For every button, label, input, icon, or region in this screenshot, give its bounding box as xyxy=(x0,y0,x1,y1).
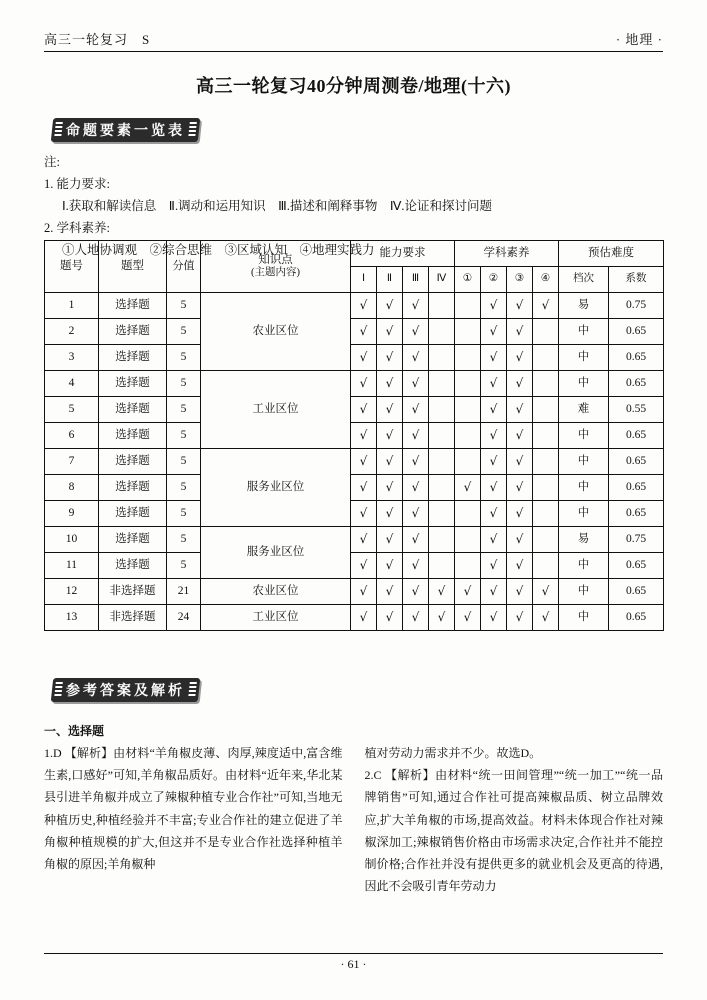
table-row xyxy=(45,319,664,345)
cell-score: 21 xyxy=(167,579,201,605)
cell-literacy-4: √ xyxy=(533,293,559,319)
col-header-literacy: 学科素养 xyxy=(455,241,559,267)
cell-grade: 中 xyxy=(559,449,609,475)
cell-ability-2: √ xyxy=(377,527,403,553)
cell-type: 非选择题 xyxy=(99,579,167,605)
cell-no: 13 xyxy=(45,605,99,631)
cell-literacy-2: √ xyxy=(481,501,507,527)
cell-literacy-3: √ xyxy=(507,553,533,579)
cell-ability-3: √ xyxy=(403,345,429,371)
cell-ability-2: √ xyxy=(377,449,403,475)
notes-line-literacy: 2. 学科素养: xyxy=(44,220,110,235)
section-banner-exam-elements xyxy=(51,118,201,142)
cell-ability-4 xyxy=(429,553,455,579)
cell-grade: 中 xyxy=(559,553,609,579)
cell-literacy-3: √ xyxy=(507,475,533,501)
col-header-score xyxy=(167,241,201,293)
cell-score: 5 xyxy=(167,527,201,553)
cell-literacy-2: √ xyxy=(481,293,507,319)
footer-divider xyxy=(44,953,663,954)
cell-no: 9 xyxy=(45,501,99,527)
cell-literacy-4 xyxy=(533,501,559,527)
cell-type: 选择题 xyxy=(99,553,167,579)
cell-type: 选择题 xyxy=(99,293,167,319)
cell-no: 4 xyxy=(45,371,99,397)
cell-no: 6 xyxy=(45,423,99,449)
cell-ability-3: √ xyxy=(403,423,429,449)
cell-literacy-2: √ xyxy=(481,423,507,449)
cell-ability-1: √ xyxy=(351,579,377,605)
section-banner-answers-label: 参考答案及解析 xyxy=(66,684,185,699)
cell-ability-1: √ xyxy=(351,397,377,423)
cell-score: 5 xyxy=(167,553,201,579)
col-header-literacy-3: ③ xyxy=(507,267,533,293)
table-row xyxy=(45,527,664,553)
cell-ability-1: √ xyxy=(351,527,377,553)
cell-ability-3: √ xyxy=(403,449,429,475)
notes-label: 注: xyxy=(44,155,60,169)
cell-ability-3: √ xyxy=(403,527,429,553)
table-row xyxy=(45,345,664,371)
cell-ability-3: √ xyxy=(403,501,429,527)
table-row xyxy=(45,553,664,579)
cell-coef: 0.65 xyxy=(609,475,664,501)
table-row xyxy=(45,579,664,605)
cell-knowledge: 农业区位 xyxy=(201,293,351,371)
cell-ability-1: √ xyxy=(351,475,377,501)
cell-literacy-4: √ xyxy=(533,605,559,631)
cell-no: 10 xyxy=(45,527,99,553)
notes-line-ability-items: Ⅰ.获取和解读信息 Ⅱ.调动和运用知识 Ⅲ.描述和阐释事物 Ⅳ.论证和探讨问题 xyxy=(62,198,492,213)
cell-ability-2: √ xyxy=(377,319,403,345)
cell-literacy-1 xyxy=(455,293,481,319)
exam-elements-table xyxy=(44,240,664,631)
col-header-type: 题型 xyxy=(99,241,167,293)
cell-literacy-3: √ xyxy=(507,605,533,631)
cell-literacy-1: √ xyxy=(455,579,481,605)
cell-ability-2: √ xyxy=(377,293,403,319)
cell-coef: 0.65 xyxy=(609,553,664,579)
cell-type: 选择题 xyxy=(99,423,167,449)
cell-no: 8 xyxy=(45,475,99,501)
cell-literacy-1 xyxy=(455,371,481,397)
cell-score: 5 xyxy=(167,319,201,345)
answer-item-1-cont: 植对劳动力需求并不少。故选D。 xyxy=(364,746,542,760)
cell-literacy-4 xyxy=(533,527,559,553)
cell-coef: 0.65 xyxy=(609,449,664,475)
cell-literacy-1: √ xyxy=(455,605,481,631)
col-header-coef: 系数 xyxy=(609,267,664,293)
table-row xyxy=(45,397,664,423)
cell-literacy-2: √ xyxy=(481,449,507,475)
cell-type: 选择题 xyxy=(99,449,167,475)
cell-ability-3: √ xyxy=(403,475,429,501)
cell-ability-3: √ xyxy=(403,371,429,397)
cell-literacy-1 xyxy=(455,553,481,579)
cell-ability-2: √ xyxy=(377,371,403,397)
cell-knowledge: 工业区位 xyxy=(201,371,351,449)
cell-type: 选择题 xyxy=(99,475,167,501)
answer-item-2: 2.C 【解析】由材料“统一田间管理”“统一加工”“统一品牌销售”可知,通过合作社可提高辣椒品质、树立品牌效应,扩大羊角椒的市场,提高效益。材料未体现合作社对辣椒深加工;辣椒销售价格由市场需求决定,合作社并不能控制价格;合作社并没有提供更多的就业机会及更高的待遇,因此不会吸引青年劳动力 xyxy=(364,768,663,894)
cell-no: 7 xyxy=(45,449,99,475)
page-number: · 61 · xyxy=(340,957,367,971)
header-left xyxy=(44,29,150,48)
cell-grade: 中 xyxy=(559,475,609,501)
cell-literacy-3: √ xyxy=(507,527,533,553)
cell-type: 选择题 xyxy=(99,501,167,527)
header-right: · 地理 · xyxy=(615,32,663,47)
cell-coef: 0.75 xyxy=(609,527,664,553)
table-row xyxy=(45,423,664,449)
cell-ability-4: √ xyxy=(429,605,455,631)
cell-grade: 中 xyxy=(559,371,609,397)
cell-grade: 中 xyxy=(559,501,609,527)
col-header-knowledge-label: 知识点 xyxy=(258,253,293,266)
cell-coef: 0.65 xyxy=(609,579,664,605)
notes-line-literacy-items: ①人地协调观 ②综合思维 ③区域认知 ④地理实践力 xyxy=(62,242,375,257)
cell-ability-4 xyxy=(429,527,455,553)
col-header-literacy-1: ① xyxy=(455,267,481,293)
cell-coef: 0.65 xyxy=(609,501,664,527)
col-header-literacy-4: ④ xyxy=(533,267,559,293)
cell-literacy-2: √ xyxy=(481,579,507,605)
cell-type: 选择题 xyxy=(99,371,167,397)
cell-literacy-3: √ xyxy=(507,293,533,319)
cell-grade: 中 xyxy=(559,345,609,371)
cell-score: 5 xyxy=(167,345,201,371)
cell-literacy-2: √ xyxy=(481,527,507,553)
cell-literacy-3: √ xyxy=(507,423,533,449)
cell-grade: 易 xyxy=(559,527,609,553)
cell-ability-2: √ xyxy=(377,345,403,371)
cell-literacy-4: √ xyxy=(533,579,559,605)
cell-grade: 易 xyxy=(559,293,609,319)
cell-literacy-2: √ xyxy=(481,605,507,631)
cell-ability-1: √ xyxy=(351,423,377,449)
table-row xyxy=(45,605,664,631)
cell-coef: 0.75 xyxy=(609,293,664,319)
cell-score: 5 xyxy=(167,449,201,475)
cell-literacy-2: √ xyxy=(481,553,507,579)
cell-no: 5 xyxy=(45,397,99,423)
col-header-ability-3: Ⅲ xyxy=(403,267,429,293)
cell-ability-3: √ xyxy=(403,605,429,631)
cell-score: 5 xyxy=(167,397,201,423)
cell-ability-4 xyxy=(429,371,455,397)
cell-grade: 中 xyxy=(559,423,609,449)
header-left-mark: S xyxy=(142,32,151,47)
cell-coef: 0.65 xyxy=(609,371,664,397)
cell-ability-3: √ xyxy=(403,579,429,605)
table-body xyxy=(45,293,664,631)
cell-type: 选择题 xyxy=(99,319,167,345)
cell-literacy-4 xyxy=(533,345,559,371)
cell-ability-2: √ xyxy=(377,579,403,605)
col-header-ability-2: Ⅱ xyxy=(377,267,403,293)
cell-literacy-3: √ xyxy=(507,397,533,423)
cell-literacy-2: √ xyxy=(481,371,507,397)
cell-ability-1: √ xyxy=(351,371,377,397)
col-header-ability-1: Ⅰ xyxy=(351,267,377,293)
cell-ability-1: √ xyxy=(351,553,377,579)
cell-grade: 中 xyxy=(559,579,609,605)
cell-ability-4 xyxy=(429,319,455,345)
cell-ability-1: √ xyxy=(351,449,377,475)
cell-ability-4 xyxy=(429,423,455,449)
cell-grade: 中 xyxy=(559,605,609,631)
cell-score: 5 xyxy=(167,475,201,501)
cell-ability-1: √ xyxy=(351,319,377,345)
col-header-knowledge xyxy=(201,241,351,293)
cell-literacy-1 xyxy=(455,319,481,345)
cell-no: 3 xyxy=(45,345,99,371)
table-row xyxy=(45,371,664,397)
answers-column-right xyxy=(365,742,664,917)
cell-literacy-2: √ xyxy=(481,345,507,371)
col-header-literacy-2: ② xyxy=(481,267,507,293)
cell-coef: 0.55 xyxy=(609,397,664,423)
cell-ability-4 xyxy=(429,345,455,371)
cell-knowledge: 服务业区位 xyxy=(201,449,351,527)
cell-ability-4: √ xyxy=(429,579,455,605)
cell-literacy-2: √ xyxy=(481,397,507,423)
cell-score: 24 xyxy=(167,605,201,631)
table-row xyxy=(45,475,664,501)
page-header xyxy=(44,22,663,52)
cell-literacy-4 xyxy=(533,423,559,449)
cell-coef: 0.65 xyxy=(609,345,664,371)
cell-knowledge: 工业区位 xyxy=(201,605,351,631)
cell-score: 5 xyxy=(167,371,201,397)
cell-coef: 0.65 xyxy=(609,319,664,345)
cell-coef: 0.65 xyxy=(609,423,664,449)
cell-literacy-3: √ xyxy=(507,319,533,345)
cell-ability-2: √ xyxy=(377,553,403,579)
cell-ability-4 xyxy=(429,501,455,527)
cell-ability-1: √ xyxy=(351,293,377,319)
cell-score: 5 xyxy=(167,293,201,319)
table-row xyxy=(45,293,664,319)
cell-type: 选择题 xyxy=(99,345,167,371)
cell-literacy-1: √ xyxy=(455,475,481,501)
answers-columns xyxy=(44,742,663,917)
cell-literacy-2: √ xyxy=(481,475,507,501)
cell-literacy-1 xyxy=(455,423,481,449)
col-header-ability: 能力要求 xyxy=(351,241,455,267)
cell-ability-1: √ xyxy=(351,605,377,631)
section-banner-exam-elements-label: 命题要素一览表 xyxy=(66,124,185,139)
cell-literacy-4 xyxy=(533,397,559,423)
cell-no: 1 xyxy=(45,293,99,319)
cell-ability-4 xyxy=(429,475,455,501)
cell-literacy-2: √ xyxy=(481,319,507,345)
col-header-knowledge-sub: (主题内容) xyxy=(251,267,300,279)
cell-knowledge: 服务业区位 xyxy=(201,527,351,579)
answers-section-title: 一、选择题 xyxy=(44,724,105,738)
col-header-ability-4: Ⅳ xyxy=(429,267,455,293)
table-header-row-1 xyxy=(45,241,664,267)
cell-literacy-4 xyxy=(533,449,559,475)
col-header-difficulty: 预估难度 xyxy=(559,241,664,267)
cell-ability-2: √ xyxy=(377,397,403,423)
answers-column-left xyxy=(44,742,343,917)
cell-no: 11 xyxy=(45,553,99,579)
header-left-text: 高三一轮复习 xyxy=(44,32,129,47)
cell-ability-1: √ xyxy=(351,345,377,371)
cell-ability-3: √ xyxy=(403,293,429,319)
table-row xyxy=(45,501,664,527)
page-title: 高三一轮复习40分钟周测卷/地理(十六) xyxy=(196,76,511,96)
cell-ability-4 xyxy=(429,293,455,319)
cell-literacy-3: √ xyxy=(507,371,533,397)
cell-literacy-3: √ xyxy=(507,449,533,475)
notes-line-ability: 1. 能力要求: xyxy=(44,176,110,191)
cell-ability-2: √ xyxy=(377,605,403,631)
cell-type: 非选择题 xyxy=(99,605,167,631)
cell-coef: 0.65 xyxy=(609,605,664,631)
section-banner-answers xyxy=(51,678,201,702)
cell-literacy-1 xyxy=(455,527,481,553)
cell-ability-2: √ xyxy=(377,501,403,527)
cell-ability-3: √ xyxy=(403,397,429,423)
cell-literacy-1 xyxy=(455,345,481,371)
cell-knowledge: 农业区位 xyxy=(201,579,351,605)
cell-score: 5 xyxy=(167,501,201,527)
cell-grade: 中 xyxy=(559,319,609,345)
cell-literacy-1 xyxy=(455,501,481,527)
col-header-no: 题号 xyxy=(45,241,99,293)
cell-literacy-1 xyxy=(455,449,481,475)
cell-ability-3: √ xyxy=(403,319,429,345)
cell-ability-2: √ xyxy=(377,423,403,449)
cell-score: 5 xyxy=(167,423,201,449)
cell-ability-1: √ xyxy=(351,501,377,527)
cell-type: 选择题 xyxy=(99,527,167,553)
cell-type: 选择题 xyxy=(99,397,167,423)
cell-ability-2: √ xyxy=(377,475,403,501)
cell-literacy-3: √ xyxy=(507,579,533,605)
col-header-grade: 档次 xyxy=(559,267,609,293)
cell-grade: 难 xyxy=(559,397,609,423)
col-header-score-label: 分值 xyxy=(172,260,195,273)
cell-literacy-4 xyxy=(533,371,559,397)
cell-literacy-4 xyxy=(533,553,559,579)
cell-literacy-3: √ xyxy=(507,345,533,371)
table-row xyxy=(45,449,664,475)
cell-literacy-4 xyxy=(533,319,559,345)
cell-literacy-1 xyxy=(455,397,481,423)
answer-item-1: 1.D 【解析】由材料“羊角椒皮薄、肉厚,辣度适中,富含维生素,口感好”可知,羊角椒品质好。由材料“近年来,华北某县引进羊角椒并成立了辣椒种植专业合作社”可知,当地无种植历史,种植经验并不丰富;专业合作社的建立促进了羊角椒种植规模的扩大,但这并不是专业合作社选择种植羊角椒的原因;羊角椒种 xyxy=(44,746,343,871)
cell-literacy-4 xyxy=(533,475,559,501)
cell-ability-4 xyxy=(429,397,455,423)
cell-ability-3: √ xyxy=(403,553,429,579)
cell-no: 12 xyxy=(45,579,99,605)
cell-ability-4 xyxy=(429,449,455,475)
cell-literacy-3: √ xyxy=(507,501,533,527)
cell-no: 2 xyxy=(45,319,99,345)
